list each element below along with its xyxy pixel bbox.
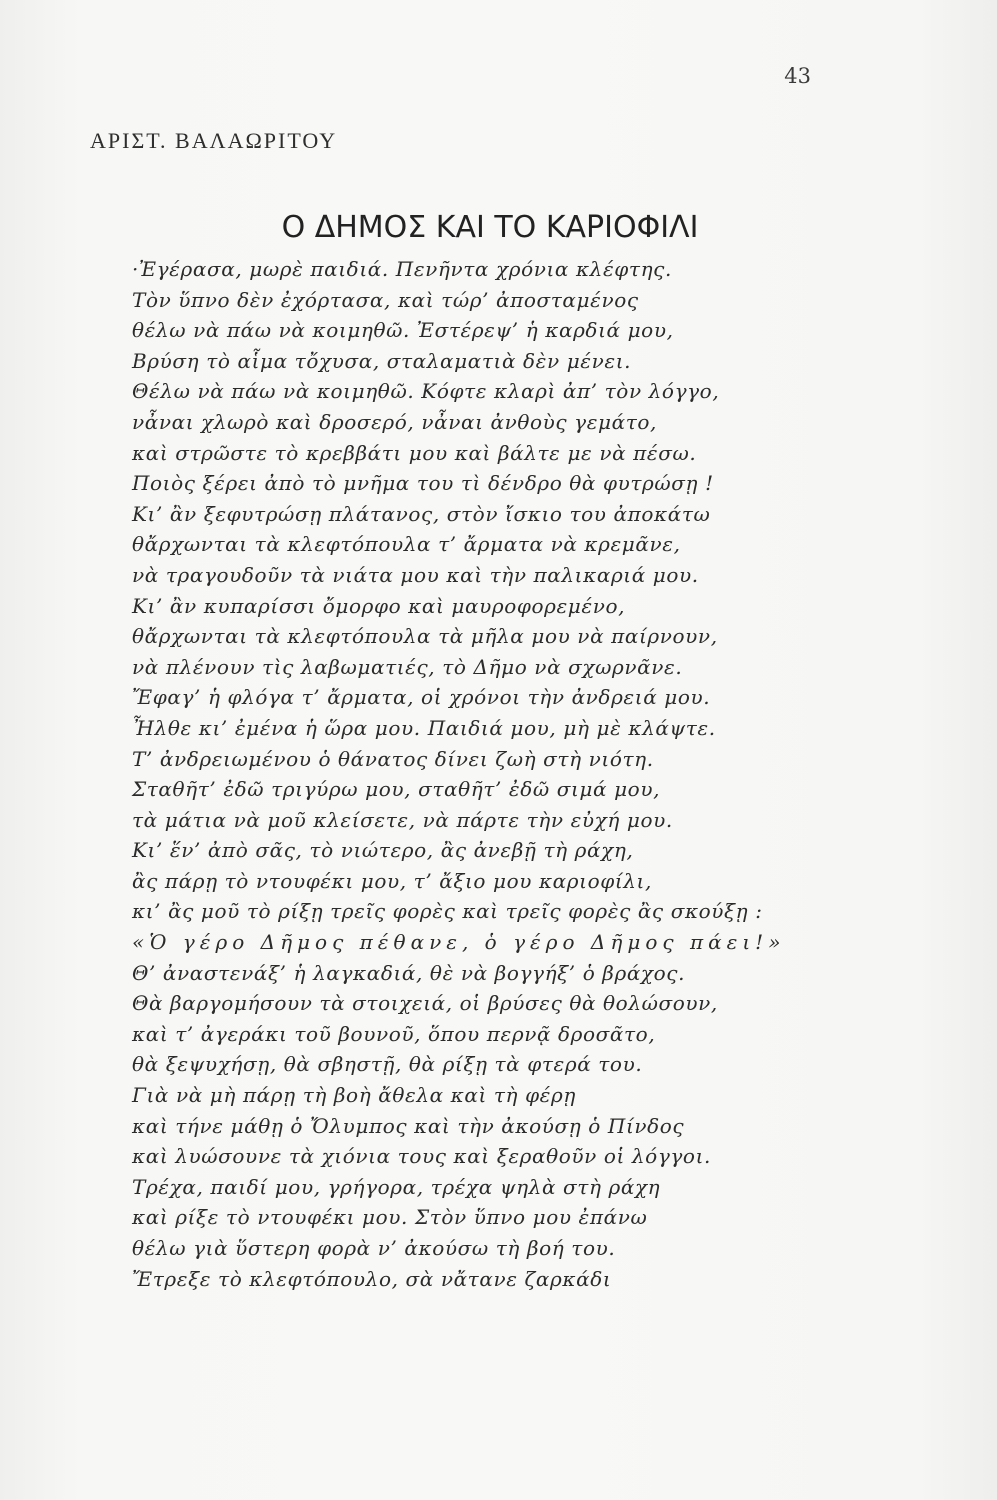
poem-title: Ο ΔΗΜΟΣ ΚΑΙ ΤΟ ΚΑΡΙΟΦΙΛΙ [281,210,699,246]
poem-line: θέλω γιὰ ὕστερη φορὰ ν’ ἀκούσω τὴ βοή του. [132,1236,616,1260]
poem-line: Ποιὸς ξέρει ἀπὸ τὸ μνῆμα του τὶ δένδρο θὰ φυτρώσῃ ! [132,471,714,496]
poem-line: ἂς πάρῃ τὸ ντουφέκι μου, τ’ ἄξιο μου καριοφίλι, [132,868,652,893]
poem-line: Θέλω νὰ πάω νὰ κοιμηθῶ. Κόφτε κλαρὶ ἀπ’ τὸν λόγγο, [132,379,720,404]
poem-line: Τ’ ἀνδρειωμένου ὁ θάνατος δίνει ζωὴ στὴ νιότη. [132,746,654,771]
poem-line: Βρύση τὸ αἷμα τὄχυσα, σταλαματιὰ δὲν μένει. [132,348,632,373]
poem-line: νὰ τραγουδοῦν τὰ νιάτα μου καὶ τὴν παλικαριά μου. [132,562,699,587]
poem-line: καὶ τήνε μάθῃ ὁ Ὄλυμπος καὶ τὴν ἀκούσῃ ὁ Πίνδος [132,1113,685,1138]
poem-line: καὶ τ’ ἀγεράκι τοῦ βουνοῦ, ὅπου περνᾷ δροσᾶτο, [132,1021,656,1046]
poem-line: Θὰ βαργομήσουν τὰ στοιχειά, οἱ βρύσες θὰ θολώσουν, [132,991,718,1016]
page-number: 43 [784,64,811,88]
poem-line: θὰ ξεψυχήσῃ, θὰ σβηστῇ, θὰ ρίξῃ τὰ φτερά του. [132,1052,643,1077]
author-header: ΑΡΙΣΤ. ΒΑΛΑΩΡΙΤΟΥ [90,128,338,153]
poem-line: Κι’ ἂν ξεφυτρώσῃ πλάτανος, στὸν ἴσκιο του ἀποκάτω [132,501,711,526]
poem-line: Σταθῆτ’ ἐδῶ τριγύρω μου, σταθῆτ’ ἐδῶ σιμά μου, [132,777,661,802]
poem-line: θἄρχωνται τὰ κλεφτόπουλα τὰ μῆλα μου νὰ παίρνουν, [132,624,718,649]
poem-body [132,254,912,1294]
poem-line: ·Ἐγέρασα, μωρὲ παιδιά. Πενῆντα χρόνια κλέφτης. [132,257,672,281]
poem-line: κι’ ἂς μοῦ τὸ ρίξῃ τρεῖς φορὲς καὶ τρεῖς φορὲς ἂς σκούξῃ : [132,899,763,924]
poem-line: Ἦλθε κι’ ἐμένα ἡ ὥρα μου. Παιδιά μου, μὴ μὲ κλάψτε. [132,715,716,740]
poem-line-refrain: «Ὁ γέρο Δῆμος πέθανε, ὁ γέρο Δῆμος πάει!» [132,930,786,955]
poem-line: καὶ λυώσουνε τὰ χιόνια τους καὶ ξεραθοῦν οἱ λόγγοι. [132,1144,711,1169]
poem-line: Τὸν ὕπνο δὲν ἐχόρτασα, καὶ τώρ’ ἀποσταμένος [132,287,639,312]
poem-line: Ἔφαγ’ ἡ φλόγα τ’ ἄρματα, οἱ χρόνοι τὴν ἀνδρειά μου. [132,685,711,710]
poem-line: Κι’ ἕν’ ἀπὸ σᾶς, τὸ νιώτερο, ἂς ἀνεβῇ τὴ ράχη, [132,838,634,863]
poem-line: Γιὰ νὰ μὴ πάρῃ τὴ βοὴ ἄθελα καὶ τὴ φέρῃ [132,1083,576,1108]
poem-line: Ἔτρεξε τὸ κλεφτόπουλο, σὰ νἄτανε ζαρκάδι [132,1266,612,1291]
poem-line: καὶ ρίξε τὸ ντουφέκι μου. Στὸν ὕπνο μου ἐπάνω [132,1205,648,1230]
poem-line: καὶ στρῶστε τὸ κρεββάτι μου καὶ βάλτε με νὰ πέσω. [132,440,697,465]
poem-line: Τρέχα, παιδί μου, γρήγορα, τρέχα ψηλὰ στὴ ράχη [132,1174,661,1199]
poem-line: Κι’ ἂν κυπαρίσσι ὄμορφο καὶ μαυροφορεμένο, [132,593,626,618]
poem-line: Θ’ ἀναστενάξ’ ἡ λαγκαδιά, θὲ νὰ βογγήξ’ ὁ βράχος. [132,960,686,985]
poem-line: θἄρχωνται τὰ κλεφτόπουλα τ’ ἄρματα νὰ κρεμᾶνε, [132,532,681,557]
poem-line: νἆναι χλωρὸ καὶ δροσερό, νἆναι ἀνθοὺς γεμάτο, [132,409,657,434]
poem-line: τὰ μάτια νὰ μοῦ κλείσετε, νὰ πάρτε τὴν εὐχή μου. [132,807,673,832]
poem-line: θέλω νὰ πάω νὰ κοιμηθῶ. Ἐστέρεψ’ ἡ καρδιά μου, [132,318,674,343]
poem-line: νὰ πλένουν τὶς λαβωματιές, τὸ Δῆμο νὰ σχωρνᾶνε. [132,654,683,679]
